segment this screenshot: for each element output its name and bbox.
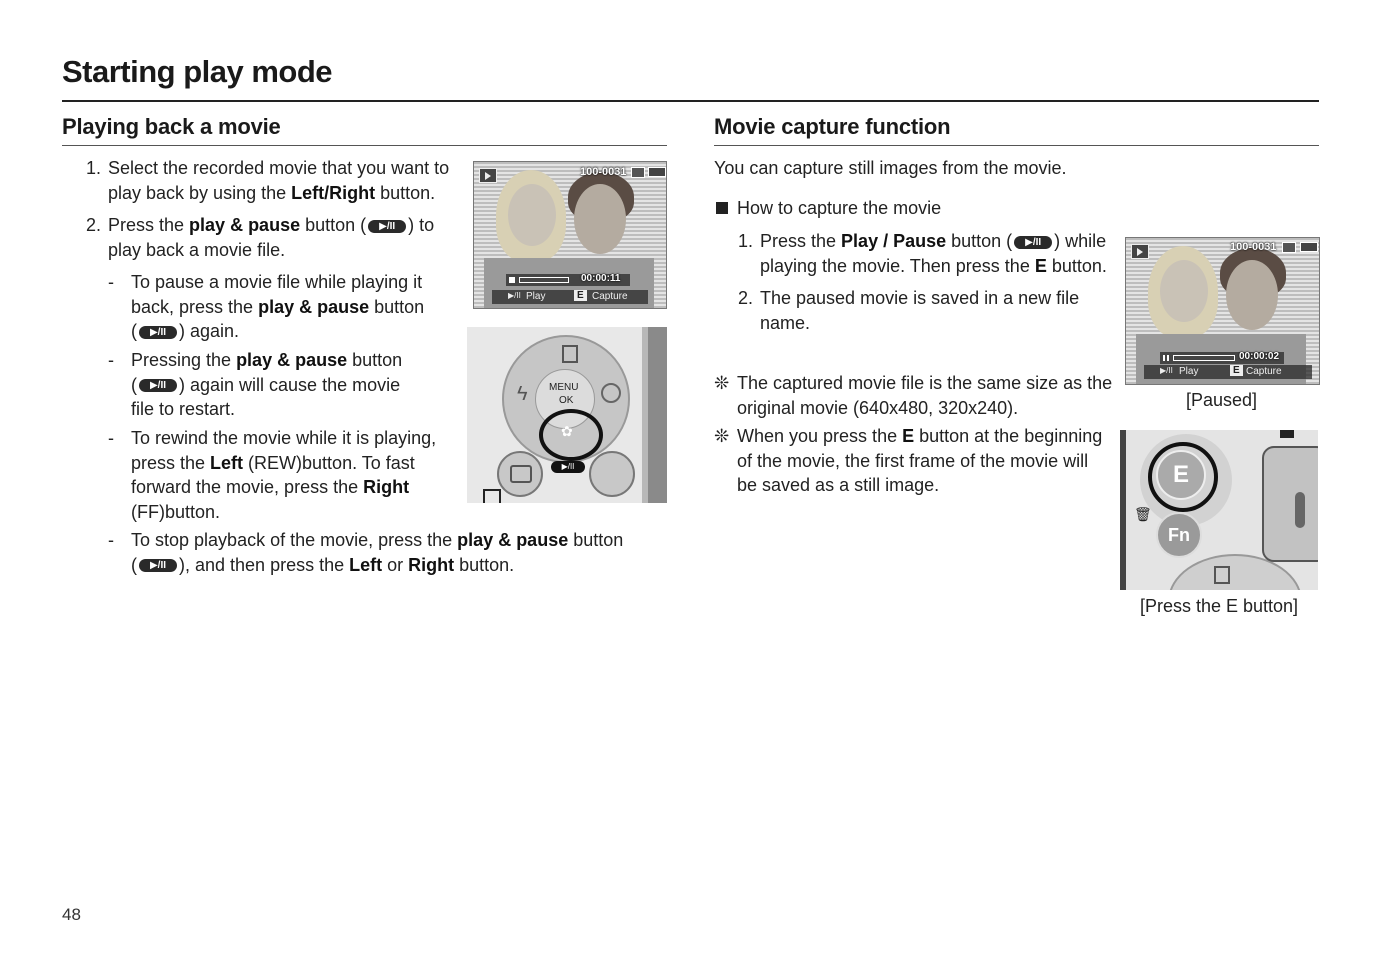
camera-dial-photo [467,327,667,503]
step-text: The paused movie is saved in a new file name. [760,288,1080,333]
play-pause-button-icon: ▶/II [139,379,177,392]
e-key-label: E [1230,365,1243,376]
page-number: 48 [62,905,81,924]
pause-icon [1163,355,1165,361]
step-number: 2. [738,288,754,308]
print-icon [1280,430,1294,438]
step-text: Press the Play / Pause button ( ▶/II ) while playing the movie. Then press the E button. [760,231,1107,276]
play-mode-icon [510,465,532,483]
delete-icon: 🗑 [1134,506,1152,522]
print-icon [483,489,501,503]
photo-face [508,184,556,246]
ok-label: OK [559,395,574,406]
play-pause-button-icon: ▶/II [368,220,406,233]
section-heading-capture: Movie capture function [714,114,951,139]
bullet-dash: - [108,350,114,370]
caption-paused: [Paused] [1185,390,1258,410]
section-heading-playback: Playing back a movie [62,114,281,139]
bullet-text: To pause a movie file while playing it back, press the play & pause button ( ▶/II ) again. [131,272,425,341]
play-mode-icon [1131,244,1149,259]
caption-press-e: [Press the E button] [1139,596,1299,616]
camera-screen-paused [1125,237,1320,385]
photo-face [1160,260,1208,322]
play-pause-button-icon: ▶/II [551,461,585,473]
capture-label: Capture [1246,366,1282,377]
elapsed-time: 00:00:02 [1239,351,1280,362]
section-rule-right [714,145,1319,146]
progress-bar [506,274,630,286]
macro-icon: ✿ [561,423,573,439]
note-mark-icon: ❊ [714,373,730,393]
photo-face [574,184,626,254]
play-mode-button [497,451,543,497]
file-number: 100-0031 [1230,241,1277,253]
play-label: Play [1179,366,1199,377]
pause-icon [1167,355,1169,361]
title-rule [62,100,1319,102]
file-number: 100-0031 [580,166,627,178]
step-number: 2. [86,215,102,235]
camera-screen-playback [473,161,667,309]
elapsed-time: 00:00:11 [581,273,621,284]
bullet-dash: - [108,530,114,550]
play-pause-button-icon: ▶/II [1014,236,1052,249]
play-mode-icon [479,168,497,183]
photo-face [1226,260,1278,330]
play-pause-button-icon: ▶/II [139,559,177,572]
play-pause-button-icon: ▶/II [139,326,177,339]
e-button: E [1156,450,1206,500]
fn-button: Fn [1156,512,1202,558]
progress-bar [1160,352,1284,364]
square-bullet-icon [716,202,728,214]
step-number: 1. [86,158,102,178]
bullet-text: Pressing the play & pause button ( ▶/II ) again will cause the movie file to restart. [131,350,403,419]
camera-edge [647,327,667,503]
menu-label: MENU [549,382,579,393]
size-icon [1282,242,1296,253]
stop-icon [509,277,515,283]
camera-buttons-photo [1120,430,1318,590]
bullet-text: To rewind the movie while it is playing, press the Left (REW)button. To fast forward the movie, press the Right (FF)button. [131,428,437,522]
note-text: The captured movie file is the same size as the original movie (640x480, 320x240). [737,373,1113,418]
play-label: Play [526,291,546,302]
battery-icon [648,167,666,177]
square-item-text: How to capture the movie [737,198,942,218]
timer-icon [601,383,621,403]
side-panel [1262,446,1318,562]
osd-bottom-bar [492,290,648,304]
flash-icon: ϟ [517,383,528,405]
camera-edge [1120,430,1126,590]
page-title: Starting play mode [62,54,333,89]
capture-label: Capture [592,291,628,302]
step-text: Press the play & pause button ( ▶/II ) to play back a movie file. [108,215,435,260]
intro-text: You can capture still images from the movie. [714,158,1067,178]
display-icon [562,345,578,363]
size-icon [631,167,645,178]
bullet-text: To stop playback of the movie, press the play & pause button ( ▶/II ), and then press the Left or Right button. [131,530,624,575]
osd-bottom-bar [1144,365,1312,379]
camera-edge [642,327,648,503]
note-mark-icon: ❊ [714,426,730,446]
note-text: When you press the E button at the beginning of the movie, the first frame of the movie will be saved as a still image. [737,426,1103,495]
bullet-dash: - [108,272,114,292]
e-key-label: E [574,290,587,301]
progress-track [519,277,569,283]
step-number: 1. [738,231,754,251]
bullet-dash: - [108,428,114,448]
progress-track [1173,355,1235,361]
strap-slot [1295,492,1305,528]
section-rule-left [62,145,667,146]
face-detect-button [589,451,635,497]
display-icon [1214,566,1230,584]
play-pause-icon: ▶/II [1160,366,1173,375]
battery-icon [1300,242,1318,252]
step-text: Select the recorded movie that you want to play back by using the Left/Right button. [108,158,450,203]
play-pause-icon: ▶/II [508,291,521,300]
